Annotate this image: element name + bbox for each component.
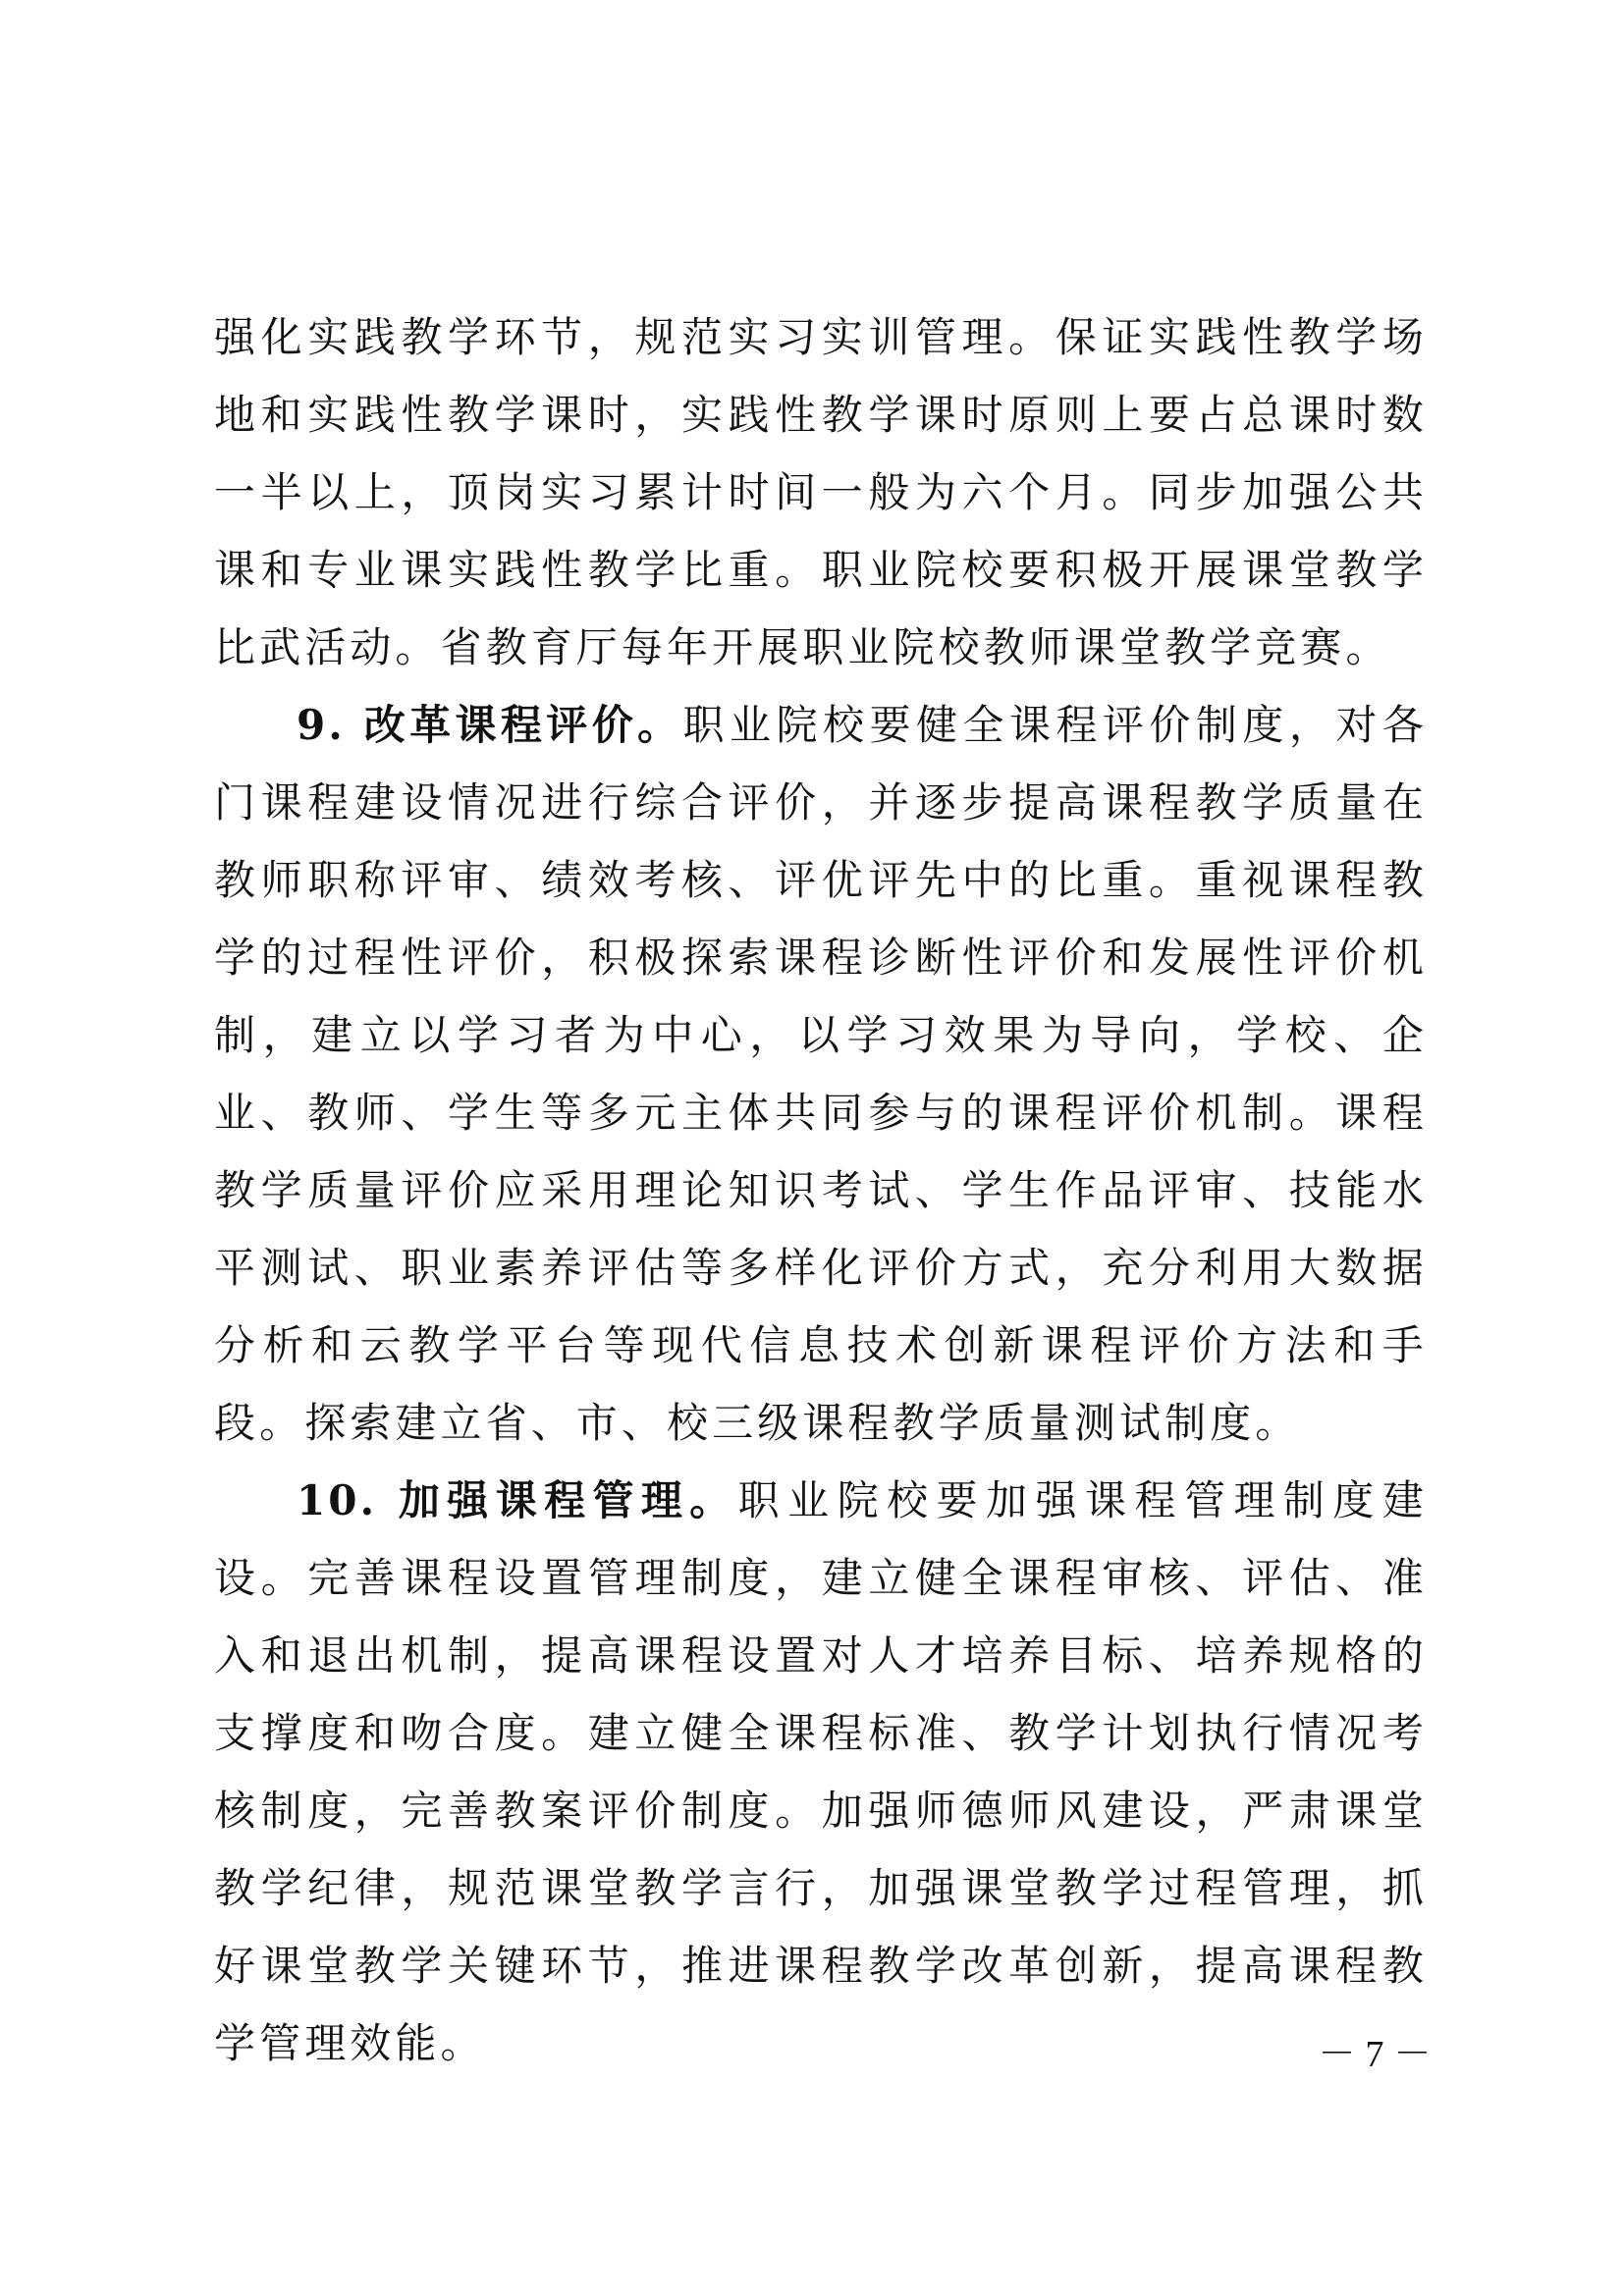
section-9-number: 9. bbox=[297, 701, 346, 749]
section-9-text: 职业院校要健全课程评价制度，对各门课程建设情况进行综合评价，并逐步提高课程教学质量在教师职称评审、绩效考核、评优评先中的比重。重视课程教学的过程性评价，积极探索课程诊断性评价和发展性评价机制，建立以学习者为中心，以学习效果为导向，学校、企业、教师、学生等多元主体共同参与的课程评价机制。课程教学质量评价应采用理论知识考试、学生作品评审、技能水平测试、职业素养评估等多样化评价方式，充分利用大数据分析和云教学平台等现代信息技术创新课程评价方法和手段。探索建立省、市、校三级课程教学质量测试制度。 bbox=[214, 701, 1428, 1447]
document-body bbox=[214, 298, 1428, 2082]
section-10-number: 10. bbox=[297, 1476, 378, 1524]
section-10-text: 职业院校要加强课程管理制度建设。完善课程设置管理制度，建立健全课程审核、评估、准入和退出机制，提高课程设置对人才培养目标、培养规格的支撑度和吻合度。建立健全课程标准、教学计划执行情况考核制度，完善教案评价制度。加强师德师风建设，严肃课堂教学纪律，规范课堂教学言行，加强课堂教学过程管理，抓好课堂教学关键环节，推进课程教学改革创新，提高课程教学管理效能。 bbox=[214, 1476, 1428, 2067]
section-9-paragraph bbox=[214, 686, 1428, 1462]
section-10-paragraph bbox=[214, 1462, 1428, 2082]
section-9-heading: 改革课程评价。 bbox=[363, 701, 683, 749]
paragraph-text: 强化实践教学环节，规范实习实训管理。保证实践性教学场地和实践性教学课时，实践性教学课时原则上要占总课时数一半以上，顶岗实习累计时间一般为六个月。同步加强公共课和专业课实践性教学比重。职业院校要积极开展课堂教学比武活动。省教育厅每年开展职业院校教师课堂教学竞赛。 bbox=[214, 313, 1428, 671]
section-10-heading: 加强课程管理。 bbox=[398, 1476, 738, 1524]
paragraph-continuation bbox=[214, 298, 1428, 686]
page-number: －7－ bbox=[1318, 2034, 1441, 2075]
